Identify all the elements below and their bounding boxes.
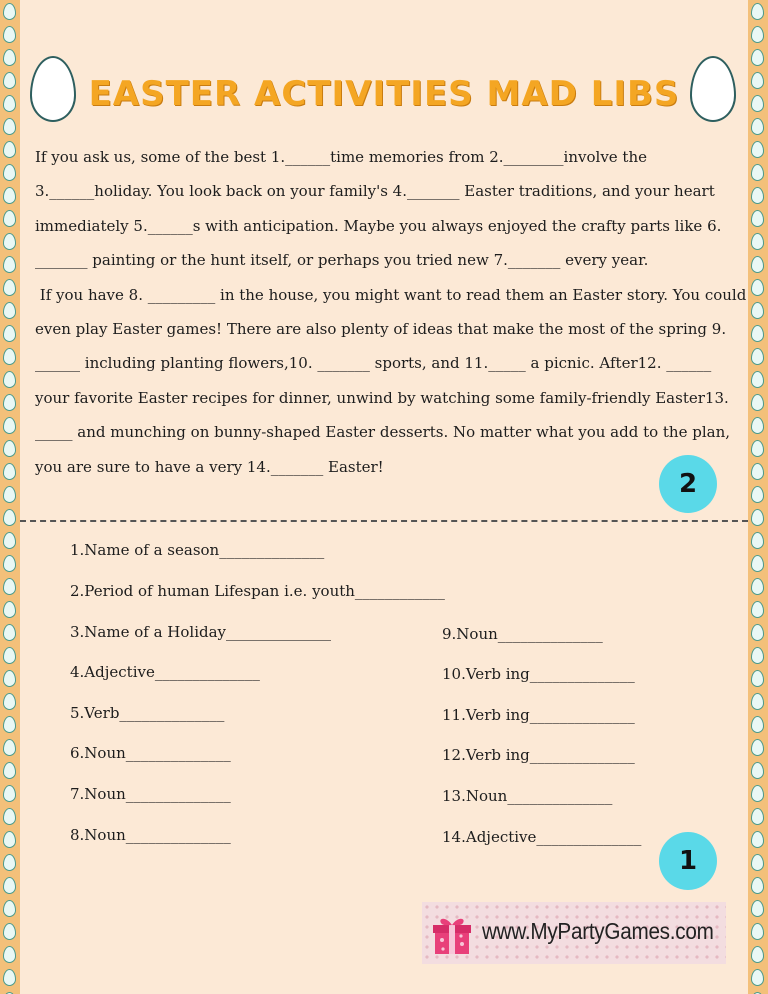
word-list-item-7: 7.Noun______________ [70, 785, 231, 803]
border-egg-icon [3, 509, 16, 526]
border-egg-icon [3, 693, 16, 710]
story-line: immediately 5.______s with anticipation. Maybe you always enjoyed the crafty parts like 6. [35, 216, 722, 235]
border-egg-icon [3, 739, 16, 756]
page-number-badge-2: 2 [659, 455, 717, 513]
border-egg-icon [751, 578, 764, 595]
word-list-item-14: 14.Adjective______________ [442, 828, 642, 846]
border-egg-icon [751, 141, 764, 158]
border-egg-icon [751, 256, 764, 273]
border-egg-icon [751, 877, 764, 894]
word-list-item-9: 9.Noun______________ [442, 625, 603, 643]
border-egg-icon [751, 348, 764, 365]
story-line: even play Easter games! There are also plenty of ideas that make the most of the spring 9. [35, 320, 727, 339]
left-egg-column [0, 0, 20, 994]
border-egg-icon [3, 923, 16, 940]
border-egg-icon [751, 808, 764, 825]
border-egg-icon [3, 486, 16, 503]
border-egg-icon [751, 946, 764, 963]
border-egg-icon [3, 371, 16, 388]
border-egg-icon [3, 164, 16, 181]
border-egg-icon [3, 946, 16, 963]
word-list-item-10: 10.Verb ing______________ [442, 665, 635, 683]
border-egg-icon [751, 187, 764, 204]
border-egg-icon [3, 831, 16, 848]
border-egg-icon [3, 118, 16, 135]
border-egg-icon [751, 693, 764, 710]
border-egg-icon [751, 302, 764, 319]
border-egg-icon [751, 900, 764, 917]
story-line: If you ask us, some of the best 1.______time memories from 2.________involve the [35, 148, 647, 166]
border-egg-icon [3, 624, 16, 641]
story-line: If you have 8. _________ in the house, you might want to read them an Easter story. You could [35, 285, 747, 304]
word-list-item-6: 6.Noun______________ [70, 744, 231, 762]
border-egg-icon [3, 877, 16, 894]
border-egg-icon [3, 716, 16, 733]
border-egg-icon [751, 739, 764, 756]
border-egg-icon [751, 279, 764, 296]
border-egg-icon [751, 785, 764, 802]
border-egg-icon [3, 394, 16, 411]
page-number-badge-1: 1 [659, 832, 717, 890]
border-egg-icon [3, 233, 16, 250]
border-egg-icon [3, 417, 16, 434]
border-egg-icon [751, 509, 764, 526]
border-egg-icon [3, 256, 16, 273]
border-egg-icon [751, 670, 764, 687]
border-egg-icon [751, 394, 764, 411]
word-list-item-3: 3.Name of a Holiday______________ [70, 623, 332, 641]
border-egg-icon [3, 26, 16, 43]
border-egg-icon [3, 49, 16, 66]
word-list-item-11: 11.Verb ing______________ [442, 706, 635, 724]
border-egg-icon [751, 118, 764, 135]
border-egg-icon [3, 463, 16, 480]
border-egg-icon [751, 716, 764, 733]
border-egg-icon [751, 325, 764, 342]
gift-box-icon [432, 914, 472, 956]
border-egg-icon [3, 578, 16, 595]
border-egg-icon [3, 532, 16, 549]
story-line: _____ and munching on bunny-shaped Easter desserts. No matter what you add to the plan, [35, 423, 731, 442]
border-egg-icon [751, 854, 764, 871]
border-egg-icon [3, 141, 16, 158]
story-paragraph [35, 140, 747, 484]
border-egg-icon [751, 762, 764, 779]
border-egg-icon [751, 371, 764, 388]
border-egg-icon [3, 670, 16, 687]
border-egg-icon [751, 164, 764, 181]
border-egg-icon [3, 808, 16, 825]
story-line: 3.______holiday. You look back on your family's 4._______ Easter traditions, and your heart [35, 182, 715, 201]
border-egg-icon [3, 210, 16, 227]
border-egg-icon [751, 440, 764, 457]
border-egg-icon [751, 831, 764, 848]
border-egg-icon [751, 923, 764, 940]
word-list-item-5: 5.Verb______________ [70, 704, 225, 722]
border-egg-icon [751, 463, 764, 480]
border-egg-icon [751, 624, 764, 641]
border-egg-icon [3, 440, 16, 457]
border-egg-icon [751, 486, 764, 503]
right-egg-column [748, 0, 768, 994]
border-egg-icon [3, 555, 16, 572]
border-egg-icon [751, 210, 764, 227]
border-egg-icon [3, 302, 16, 319]
border-egg-icon [3, 785, 16, 802]
border-egg-icon [3, 647, 16, 664]
word-list-item-1: 1.Name of a season______________ [70, 541, 325, 559]
story-line: your favorite Easter recipes for dinner, unwind by watching some family-friendly Easter13. [35, 388, 729, 407]
border-egg-icon [3, 348, 16, 365]
word-list-item-2: 2.Period of human Lifespan i.e. youth____________ [70, 582, 445, 600]
word-list-item-4: 4.Adjective______________ [70, 663, 260, 681]
border-egg-icon [751, 233, 764, 250]
border-egg-icon [751, 26, 764, 43]
border-egg-icon [3, 3, 16, 20]
border-egg-icon [751, 555, 764, 572]
border-egg-icon [3, 969, 16, 986]
border-egg-icon [3, 854, 16, 871]
cut-line-divider [20, 520, 748, 522]
story-line: ______ including planting flowers,10. _______ sports, and 11._____ a picnic. After12. ______ [35, 354, 712, 373]
word-list-item-8: 8.Noun______________ [70, 826, 231, 844]
border-egg-icon [751, 49, 764, 66]
border-egg-icon [751, 532, 764, 549]
border-egg-icon [3, 279, 16, 296]
border-egg-icon [751, 647, 764, 664]
story-line: you are sure to have a very 14._______ Easter! [35, 457, 384, 476]
border-egg-icon [751, 417, 764, 434]
border-egg-icon [3, 187, 16, 204]
site-logo[interactable] [422, 902, 726, 964]
page-title: EASTER ACTIVITIES MAD LIBS [88, 74, 680, 114]
border-egg-icon [751, 3, 764, 20]
border-egg-icon [3, 325, 16, 342]
border-egg-icon [751, 601, 764, 618]
word-list-item-12: 12.Verb ing______________ [442, 746, 635, 764]
story-line: _______ painting or the hunt itself, or perhaps you tried new 7._______ every year. [35, 251, 649, 270]
word-list-item-13: 13.Noun______________ [442, 787, 613, 805]
logo-url-text[interactable]: www.MyPartyGames.com [482, 918, 714, 944]
border-egg-icon [3, 900, 16, 917]
border-egg-icon [751, 969, 764, 986]
border-egg-icon [3, 601, 16, 618]
border-egg-icon [3, 762, 16, 779]
